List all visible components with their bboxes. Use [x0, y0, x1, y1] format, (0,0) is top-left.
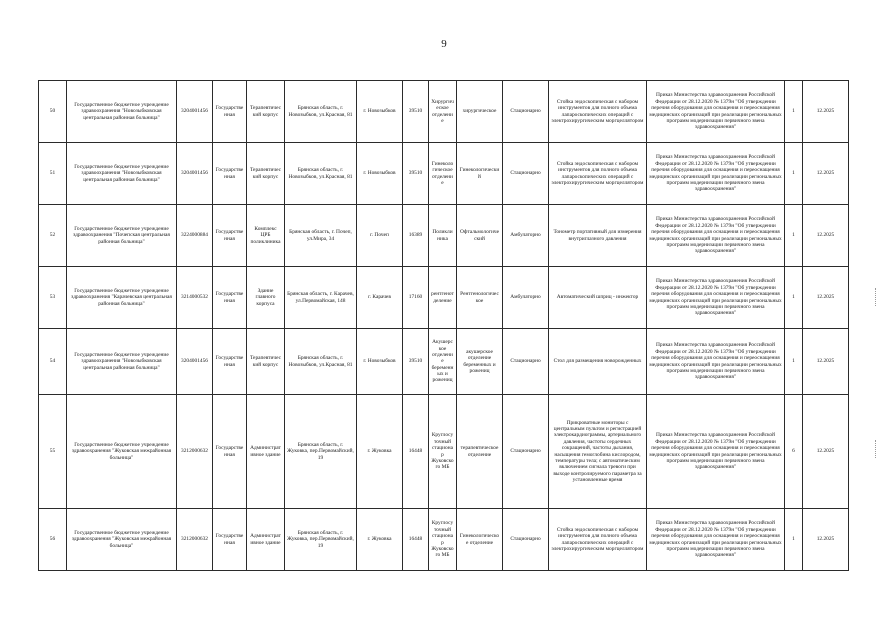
building-name-cell: Административное здание — [247, 395, 285, 509]
medical-profile-cell: хирургическое — [457, 81, 503, 143]
building-name-cell: Терапевтический корпус — [247, 143, 285, 205]
medical-profile-cell: Офтальмологический — [457, 205, 503, 267]
row-number-cell: 50 — [39, 81, 67, 143]
city-cell: г. Жуковка — [357, 509, 403, 571]
delivery-date-cell: 12.2025 — [803, 329, 849, 395]
row-number-cell: 56 — [39, 509, 67, 571]
medical-profile-cell: Рентгенологическое — [457, 267, 503, 329]
equipment-name-cell: Прикроватные мониторы с центральным пультом и регистрацией электрокардиограммы, артериального давления, частоты сердечных сокращений, частоты дыхания, насыщения гемоглобина кислородом, температуры тела; с автоматическим включением сигнала тревоги при выходе контролируемого параметра за установленные время — [549, 395, 647, 509]
legal-basis-cell: Приказ Министерства здравоохранения Российской Федерации от 28.12.2020 № 1379н "Об утверждении перечня оборудования для оснащения и переоснащения медицинских организаций при реализации региональных программ модернизации первичного звена здравоохранения" — [647, 143, 785, 205]
inn-code-cell: 3224000884 — [177, 205, 213, 267]
delivery-date-cell: 12.2025 — [803, 81, 849, 143]
organization-name-cell: Государственное бюджетное учреждение здравоохранения "Новозыбковская центральная районная больница" — [67, 81, 177, 143]
population-cell: 17160 — [403, 267, 429, 329]
city-cell: г. Новозыбков — [357, 329, 403, 395]
table-row — [39, 143, 849, 205]
inn-code-cell: 3214000532 — [177, 267, 213, 329]
organization-name-cell: Государственное бюджетное учреждение здравоохранения "Новозыбковская центральная районная больница" — [67, 143, 177, 205]
quantity-cell: 1 — [785, 329, 803, 395]
department-cell: Акушерское отделение беременных и рожениц — [429, 329, 457, 395]
address-cell: Брянская область, г. Новозыбков, ул.Красная, 81 — [285, 329, 357, 395]
equipment-table — [38, 80, 849, 571]
address-cell: Брянская область, г. Новозыбков, ул.Красная, 81 — [285, 143, 357, 205]
table-row — [39, 81, 849, 143]
quantity-cell: 1 — [785, 143, 803, 205]
delivery-date-cell: 12.2025 — [803, 205, 849, 267]
address-cell: Брянская область, г. Карачев, ул.Первомайская, 148 — [285, 267, 357, 329]
inn-code-cell: 3204001456 — [177, 81, 213, 143]
equipment-name-cell: Автоматический шприц - инжектор — [549, 267, 647, 329]
building-name-cell: Терапевтический корпус — [247, 329, 285, 395]
medical-profile-cell: Гинекологический — [457, 143, 503, 205]
legal-basis-cell: Приказ Министерства здравоохранения Российской Федерации от 28.12.2020 № 1379н "Об утверждении перечня оборудования для оснащения и переоснащения медицинских организаций при реализации региональных программ модернизации первичного звена здравоохранения" — [647, 267, 785, 329]
page-number: 9 — [441, 38, 447, 50]
population-cell: 39510 — [403, 329, 429, 395]
legal-basis-cell: Приказ Министерства здравоохранения Российской Федерации от 28.12.2020 № 1379н "Об утверждении перечня оборудования для оснащения и переоснащения медицинских организаций при реализации региональных программ модернизации первичного звена здравоохранения" — [647, 205, 785, 267]
medical-profile-cell: терапевтическое отделение — [457, 395, 503, 509]
city-cell: г. Жуковка — [357, 395, 403, 509]
department-cell: Круглосуточный стационар Жуковского МБ — [429, 509, 457, 571]
address-cell: Брянская область, г. Жуковка, пер.Первомайский, 19 — [285, 395, 357, 509]
care-type-cell: Амбулаторно — [503, 205, 549, 267]
ownership-type-cell: Государственная — [213, 509, 247, 571]
address-cell: Брянская область, г. Жуковка, пер.Первомайский, 19 — [285, 509, 357, 571]
scan-mark — [875, 440, 882, 458]
organization-name-cell: Государственное бюджетное учреждение здравоохранения "Карачевская центральная районная больница" — [67, 267, 177, 329]
address-cell: Брянская область, г. Почеп, ул.Мира, 34 — [285, 205, 357, 267]
equipment-name-cell: Тонометр портативный для измерения внутриглазного давления — [549, 205, 647, 267]
organization-name-cell: Государственное бюджетное учреждение здравоохранения "Почепская центральная районная больница" — [67, 205, 177, 267]
quantity-cell: 1 — [785, 205, 803, 267]
quantity-cell: 1 — [785, 509, 803, 571]
equipment-name-cell: Стойка эндоскопическая с набором инструментов для полного объема лапароскопических операций с электрохирургическим моргцеллятором — [549, 81, 647, 143]
quantity-cell: 1 — [785, 81, 803, 143]
ownership-type-cell: Государственная — [213, 267, 247, 329]
quantity-cell: 6 — [785, 395, 803, 509]
table-row — [39, 509, 849, 571]
organization-name-cell: Государственное бюджетное учреждение здравоохранения "Жуковская межрайонная больница" — [67, 395, 177, 509]
table-row — [39, 205, 849, 267]
inn-code-cell: 3212000632 — [177, 509, 213, 571]
scan-mark — [875, 288, 882, 306]
delivery-date-cell: 12.2025 — [803, 143, 849, 205]
population-cell: 16389 — [403, 205, 429, 267]
quantity-cell: 1 — [785, 267, 803, 329]
organization-name-cell: Государственное бюджетное учреждение здравоохранения "Новозыбковская центральная районная больница" — [67, 329, 177, 395]
department-cell: Хирургическое отделение — [429, 81, 457, 143]
ownership-type-cell: Государственная — [213, 205, 247, 267]
ownership-type-cell: Государственная — [213, 143, 247, 205]
department-cell: рентгенотделение — [429, 267, 457, 329]
building-name-cell: Административное здание — [247, 509, 285, 571]
inn-code-cell: 3204001456 — [177, 143, 213, 205]
inn-code-cell: 3204001456 — [177, 329, 213, 395]
row-number-cell: 52 — [39, 205, 67, 267]
building-name-cell: Терапевтический корпус — [247, 81, 285, 143]
care-type-cell: Стационарно — [503, 143, 549, 205]
city-cell: г. Новозыбков — [357, 143, 403, 205]
legal-basis-cell: Приказ Министерства здравоохранения Российской Федерации от 28.12.2020 № 1379н "Об утверждении перечня оборудования для оснащения и переоснащения медицинских организаций при реализации региональных программ модернизации первичного звена здравоохранения" — [647, 509, 785, 571]
care-type-cell: Амбулаторно — [503, 267, 549, 329]
city-cell: г. Почеп — [357, 205, 403, 267]
ownership-type-cell: Государственная — [213, 81, 247, 143]
city-cell: г. Карачев — [357, 267, 403, 329]
table-row — [39, 329, 849, 395]
equipment-name-cell: Стол для размещения новорожденных — [549, 329, 647, 395]
building-name-cell: Комплекс ЦРБ поликлиника — [247, 205, 285, 267]
delivery-date-cell: 12.2025 — [803, 395, 849, 509]
population-cell: 16448 — [403, 509, 429, 571]
row-number-cell: 53 — [39, 267, 67, 329]
medical-profile-cell: акушерское отделение беременных и рожениц — [457, 329, 503, 395]
population-cell: 16448 — [403, 395, 429, 509]
city-cell: г. Новозыбков — [357, 81, 403, 143]
ownership-type-cell: Государственная — [213, 329, 247, 395]
equipment-name-cell: Стойка эндоскопическая с набором инструментов для полного объема лапароскопических операций с электрохирургическим моргцеллятором — [549, 509, 647, 571]
building-name-cell: Здание главного корпуса — [247, 267, 285, 329]
inn-code-cell: 3212000632 — [177, 395, 213, 509]
table-row — [39, 267, 849, 329]
row-number-cell: 51 — [39, 143, 67, 205]
department-cell: Гинекологическое отделение — [429, 143, 457, 205]
row-number-cell: 54 — [39, 329, 67, 395]
legal-basis-cell: Приказ Министерства здравоохранения Российской Федерации от 28.12.2020 № 1379н "Об утверждении перечня оборудования для оснащения и переоснащения медицинских организаций при реализации региональных программ модернизации первичного звена здравоохранения" — [647, 81, 785, 143]
medical-profile-cell: Гинекологическое отделение — [457, 509, 503, 571]
population-cell: 39510 — [403, 143, 429, 205]
population-cell: 39510 — [403, 81, 429, 143]
equipment-name-cell: Стойка эндоскопическая с набором инструментов для полного объема лапароскопических операций с электрохирургическим моргцеллятором — [549, 143, 647, 205]
department-cell: Круглосуточный стационар Жуковского МБ — [429, 395, 457, 509]
row-number-cell: 55 — [39, 395, 67, 509]
address-cell: Брянская область, г. Новозыбков, ул.Красная, 81 — [285, 81, 357, 143]
care-type-cell: Стационарно — [503, 509, 549, 571]
table-row — [39, 395, 849, 509]
care-type-cell: Стационарно — [503, 395, 549, 509]
department-cell: Поликлиника — [429, 205, 457, 267]
legal-basis-cell: Приказ Министерства здравоохранения Российской Федерации от 28.12.2020 № 1379н "Об утверждении перечня оборудования для оснащения и переоснащения медицинских организаций при реализации региональных программ модернизации первичного звена здравоохранения" — [647, 329, 785, 395]
ownership-type-cell: Государственная — [213, 395, 247, 509]
delivery-date-cell: 12.2025 — [803, 509, 849, 571]
legal-basis-cell: Приказ Министерства здравоохранения Российской Федерации от 28.12.2020 № 1379н "Об утверждении перечня оборудования для оснащения и переоснащения медицинских организаций при реализации региональных программ модернизации первичного звена здравоохранения" — [647, 395, 785, 509]
delivery-date-cell: 12.2025 — [803, 267, 849, 329]
organization-name-cell: Государственное бюджетное учреждение здравоохранения "Жуковская межрайонная больница" — [67, 509, 177, 571]
care-type-cell: Стационарно — [503, 81, 549, 143]
care-type-cell: Стационарно — [503, 329, 549, 395]
